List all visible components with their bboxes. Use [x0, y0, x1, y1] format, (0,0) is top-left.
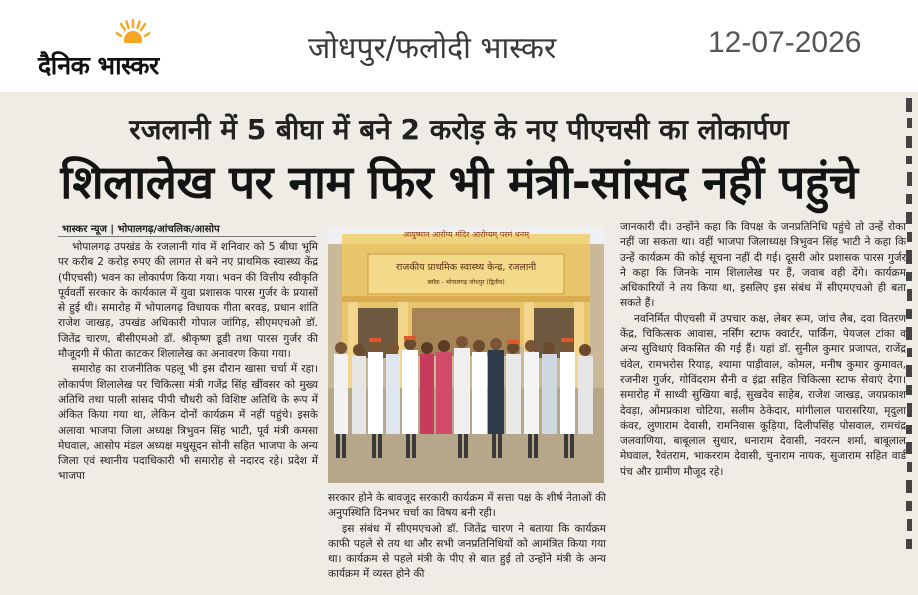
byline-divider: [58, 236, 316, 237]
page-header: [0, 0, 918, 92]
column-3-paragraph-2: नवनिर्मित पीएचसी में उपचार कक्ष, लेबर रूम, जांच लैब, दवा वितरण केंद्र, चिकित्सक आवास, नर्सिंग स्टाफ क्वार्टर, पार्किंग, पेयजल टांका व अन्य सुविधाएं विकसित की गई हैं। यहां डॉ. सुनील कुमार प्रजापत, राजेंद्र चंवेल, रामभरोस रियाड़, श्यामा पाड़ीवाल, कोमल, मनीष कुमार कुमावत, रजनीश गुर्जर, गोविंदराम सैनी व इंद्रा सहित चिकित्सा स्टाफ सेवाएं देगा। समारोह में साध्वी सुखिया बाई, सुखदेव साहेब, राजेश जाखड़, जयप्रकाश देवड़ा, ओमप्रकाश चोटिया, सलीम ठेकेदार, मांगीलाल पारासरिया, मृदुला कंवर, लुणाराम देवासी, रामनिवास कूड़िया, दिलीपसिंह पोसवाल, रामचंद्र जलवाणिया, बाबूलाल सुथार, धनाराम देवासी, नवरत्न शर्मा, बाबूलाल मेघवाल, रैवंतराम, भाकरराम देवासी, चुनाराम नायक, सुजाराम सहित वार्ड पंच और ग्रामीण मौजूद रहे।: [620, 312, 906, 478]
edition-date: 12-07-2026: [708, 26, 862, 59]
article-headline: शिलालेख पर नाम फिर भी मंत्री-सांसद नहीं पहुंचे: [60, 155, 858, 209]
sun-icon: [116, 18, 150, 48]
logo-text: दैनिक भास्कर: [38, 51, 159, 80]
article-byline: भास्कर न्यूज | भोपालगढ़/आंचलिक/आसोप: [62, 224, 220, 235]
column-3-paragraph-1: जानकारी दी। उन्होंने कहा कि विपक्ष के जनप्रतिनिधि पहुंचे तो उन्हें रोका नहीं जा सकता था। वहीं भाजपा जिलाध्यक्ष त्रिभुवन सिंह भाटी ने कहा कि उन्हें कार्यक्रम की कोई सूचना नहीं दी गई। दूसरी ओर प्रशासक पारस गुर्जर ने कहा कि जिनके नाम शिलालेख पर हैं, जवाब वही देंगे। कार्यक्रम अधिकारियों ने तय किया था, इसलिए इस संबंध में सीएमएचओ ही बता सकते हैं।: [620, 221, 906, 310]
article-column-3: [620, 220, 906, 480]
article-photo: [328, 228, 604, 483]
article-column-2: [328, 491, 606, 583]
people-group: [328, 228, 604, 483]
dainik-bhaskar-logo: [38, 18, 206, 78]
edition-title: जोधपुर/फलोदी भास्कर: [308, 31, 557, 66]
article-kicker: रजलानी में 5 बीघा में बने 2 करोड़ के नए पीएचसी का लोकार्पण: [129, 113, 789, 146]
photo-top-sign: आयुष्मान आरोग्य मंदिर आरोग्यम् परमं धनम्: [402, 230, 530, 239]
photo-building-name: राजकीय प्राथमिक स्वास्थ्य केन्द्र, रजलानी: [395, 262, 537, 273]
article-column-1: [58, 240, 318, 485]
column-2-paragraph-1: सरकार होने के बावजूद सरकारी कार्यक्रम में सत्ता पक्ष के शीर्ष नेताओं की अनुपस्थिति दिनभर चर्चा का विषय बनी रही।: [328, 492, 606, 520]
column-2-paragraph-2: इस संबंध में सीएमएचओ डॉ. जितेंद्र चारण ने बताया कि कार्यक्रम काफी पहले से तय था और सभी जनप्रतिनिधियों को आमंत्रित किया गया था। कार्यक्रम से पहले मंत्री के पीए से बात हुई तो उन्होंने मंत्री के अन्य कार्यक्रम में व्यस्त होने की: [328, 522, 606, 581]
photo-building-subtitle: ब्लॉक - भोपालगढ़ जोधपुर (द्वितीय): [427, 279, 505, 286]
column-1-paragraph-1: भोपालगढ़ उपखंड के रजलानी गांव में शनिवार को 5 बीघा भूमि पर करीब 2 करोड़ रुपए की लागत से बने नए प्राथमिक स्वास्थ्य केंद्र (पीएचसी) भवन का लोकार्पण किया गया। भवन की वित्तीय स्वीकृति पूर्ववर्ती सरकार के कार्यकाल में युवा प्रशासक पारस गुर्जर के प्रयासों से हुई थी। समारोह में भोपालगढ़ विधायक गीता बरवड़, प्रधान शांति राजेश जाखड़, उपखंड अधिकारी गोपाल जांगिड़, सीएमएचओ डॉ. जितेंद्र चारण, बीसीएमओ डॉ. श्रीकृष्ण डूडी तथा पारस गुर्जर की मौजूदगी में फीता काटकर शिलालेख का अनावरण किया गया।: [58, 241, 318, 361]
column-1-paragraph-2: समारोह का राजनीतिक पहलू भी इस दौरान खासा चर्चा में रहा। लोकार्पण शिलालेख पर चिकित्सा मंत्री गजेंद्र सिंह खींवसर को मुख्य अतिथि तथा पाली सांसद पीपी चौधरी को विशिष्ट अतिथि के रूप में अंकित किया गया था, लेकिन दोनों कार्यक्रम में नहीं पहुंचे। इसके अलावा भाजपा जिला अध्यक्ष त्रिभुवन सिंह भाटी, पूर्व मंत्री कमसा मेघवाल, आसोप मंडल अध्यक्ष मधुसूदन सोनी सहित भाजपा के अन्य जिला एवं स्थानीय पदाधिकारी भी समारोह से नदारद रहे। प्रदेश में भाजपा: [58, 363, 318, 483]
